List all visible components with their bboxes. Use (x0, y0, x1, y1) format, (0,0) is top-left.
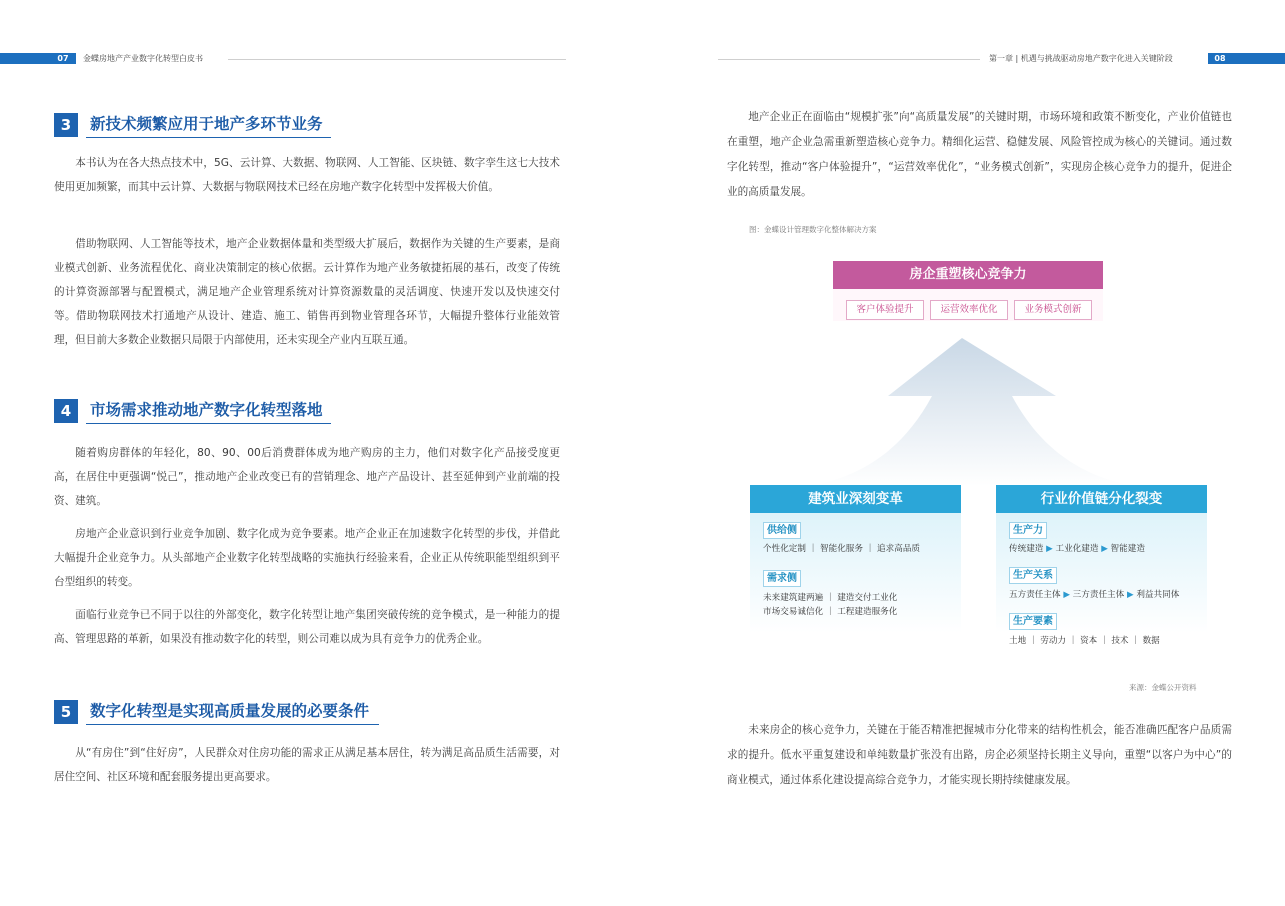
section-3-paragraph-1: 本书认为在各大热点技术中，5G、云计算、大数据、物联网、人工智能、区块链、数字孪生这七大技术使用更加频繁，而其中云计算、大数据与物联网技术已经在房地产数字化转型中发挥极大价值。 (54, 157, 560, 193)
section-4-paragraph-2: 房地产企业意识到行业竞争加剧、数字化成为竞争要素。地产企业正在加速数字化转型的步伐，并借此大幅提升企业竞争力。从头部地产企业数字化转型战略的实施执行经验来看，企业正从传统职能型组织到平台型组织的转变。 (54, 528, 560, 588)
value-chain-panel (996, 485, 1207, 633)
section-title: 数字化转型是实现高质量发展的必要条件 (90, 702, 370, 720)
left-header-rule (228, 59, 566, 60)
section-4-paragraph-1: 随着购房群体的年轻化，80、90、00后消费群体成为地产购房的主力，他们对数字化产品接受度更高，在居住中更强调“悦己”，推动地产企业改变已有的营销理念、地产产品设计、甚至延伸到产业前端的投资、建筑。 (54, 447, 560, 507)
section-number: 3 (54, 113, 78, 137)
demand-side-label: 需求侧 (763, 570, 801, 587)
section-underline (86, 137, 331, 138)
supply-side-label: 供给侧 (763, 522, 801, 539)
supply-side-text: 个性化定制 ｜ 智能化服务 ｜ 追求高品质 (763, 544, 921, 554)
tag-customer-experience: 客户体验提升 (846, 300, 924, 320)
section-title: 市场需求推动地产数字化转型落地 (90, 401, 323, 419)
figure-caption: 图：金蝶设计管理数字化整体解决方案 (749, 225, 877, 234)
construction-change-title: 建筑业深刻变革 (750, 485, 961, 513)
section-5-paragraph-1: 从“有房住”到“住好房”，人民群众对住房功能的需求正从满足基本居住，转为满足高品质生活需要，对居住空间、社区环境和配套服务提出更高要求。 (54, 747, 560, 783)
core-competitiveness-title: 房企重塑核心竞争力 (833, 261, 1103, 289)
triangle-arrow-icon: ▶ (1046, 544, 1053, 554)
triangle-arrow-icon: ▶ (1101, 544, 1108, 554)
construction-change-panel (750, 485, 961, 633)
production-factors-text: 土地 ｜ 劳动力 ｜ 资本 ｜ 技术 ｜ 数据 (1009, 636, 1160, 646)
section-underline (86, 724, 379, 725)
production-relations-label: 生产关系 (1009, 567, 1057, 584)
demand-side-text-2: 市场交易诚信化 ｜ 工程建造服务化 (763, 607, 898, 617)
section-number: 5 (54, 700, 78, 724)
left-header-title: 金蝶房地产产业数字化转型白皮书 (83, 54, 203, 63)
value-chain-title: 行业价值链分化裂变 (996, 485, 1207, 513)
demand-side-text-1: 未来建筑建两遍 ｜ 建造交付工业化 (763, 593, 898, 603)
right-header-rule (718, 59, 980, 60)
up-arrow-graphic (800, 330, 1145, 490)
production-relations-steps (1009, 589, 1179, 601)
right-page-number: 08 (1208, 53, 1232, 64)
step: 利益共同体 (1136, 590, 1180, 600)
tag-business-model: 业务模式创新 (1014, 300, 1092, 320)
core-competitiveness-box (833, 261, 1103, 321)
section-4-paragraph-3: 面临行业竞争已不同于以往的外部变化，数字化转型让地产集团突破传统的竞争模式，是一种能力的提高、管理思路的革新，如果没有推动数字化的转型，则公司难以成为具有竞争力的优秀企业。 (54, 609, 560, 645)
step: 传统建造 (1009, 544, 1044, 554)
left-header-bar (0, 53, 50, 64)
production-factors-label: 生产要素 (1009, 613, 1057, 630)
step: 工业化建造 (1055, 544, 1099, 554)
section-title: 新技术频繁应用于地产多环节业务 (90, 115, 323, 133)
right-conclusion-paragraph: 未来房企的核心竞争力，关键在于能否精准把握城市分化带来的结构性机会，能否准确匹配客户品质需求的提升。低水平重复建设和单纯数量扩张没有出路，房企必须坚持长期主义导向，重塑“以客户为中心”的商业模式，通过体系化建设提高综合竞争力，才能实现长期持续健康发展。 (727, 724, 1232, 786)
tag-operational-efficiency: 运营效率优化 (930, 300, 1008, 320)
right-intro-paragraph: 地产企业正在面临由“规模扩张”向“高质量发展”的关键时期，市场环境和政策不断变化，产业价值链也在重塑，地产企业急需重新塑造核心竞争力。精细化运营、稳健发展、风险管控成为核心的关键词。通过数字化转型，推动“客户体验提升”，“运营效率优化”，“业务模式创新”，实现房企核心竞争力的提升，促进企业的高质量发展。 (727, 111, 1232, 198)
section-underline (86, 423, 331, 424)
productivity-steps (1009, 543, 1145, 555)
section-3-paragraph-2: 借助物联网、人工智能等技术，地产企业数据体量和类型级大扩展后，数据作为关键的生产要素，是商业模式创新、业务流程优化、商业决策制定的核心依据。云计算作为地产业务敏捷拓展的基石，改变了传统的计算资源部署与配置模式，满足地产企业管理系统对计算资源数量的灵活调度、快速开发以及快速交付等。借助物联网技术打通地产从设计、建造、施工、销售再到物业管理各环节，大幅提升整体行业能效管理，但目前大多数企业数据只局限于内部使用，还未实现全产业内互联互通。 (54, 238, 560, 346)
triangle-arrow-icon: ▶ (1063, 590, 1070, 600)
step: 三方责任主体 (1072, 590, 1125, 600)
step: 智能建造 (1110, 544, 1145, 554)
step: 五方责任主体 (1009, 590, 1061, 600)
productivity-label: 生产力 (1009, 522, 1047, 539)
right-header-bar (1232, 53, 1285, 64)
right-header-title: 第一章 | 机遇与挑战驱动房地产数字化进入关键阶段 (989, 54, 1173, 63)
arrow-shape (810, 338, 1134, 486)
figure-source: 来源：金蝶公开资料 (1129, 683, 1197, 692)
section-number: 4 (54, 399, 78, 423)
left-page-number: 07 (50, 53, 76, 64)
triangle-arrow-icon: ▶ (1126, 590, 1134, 600)
